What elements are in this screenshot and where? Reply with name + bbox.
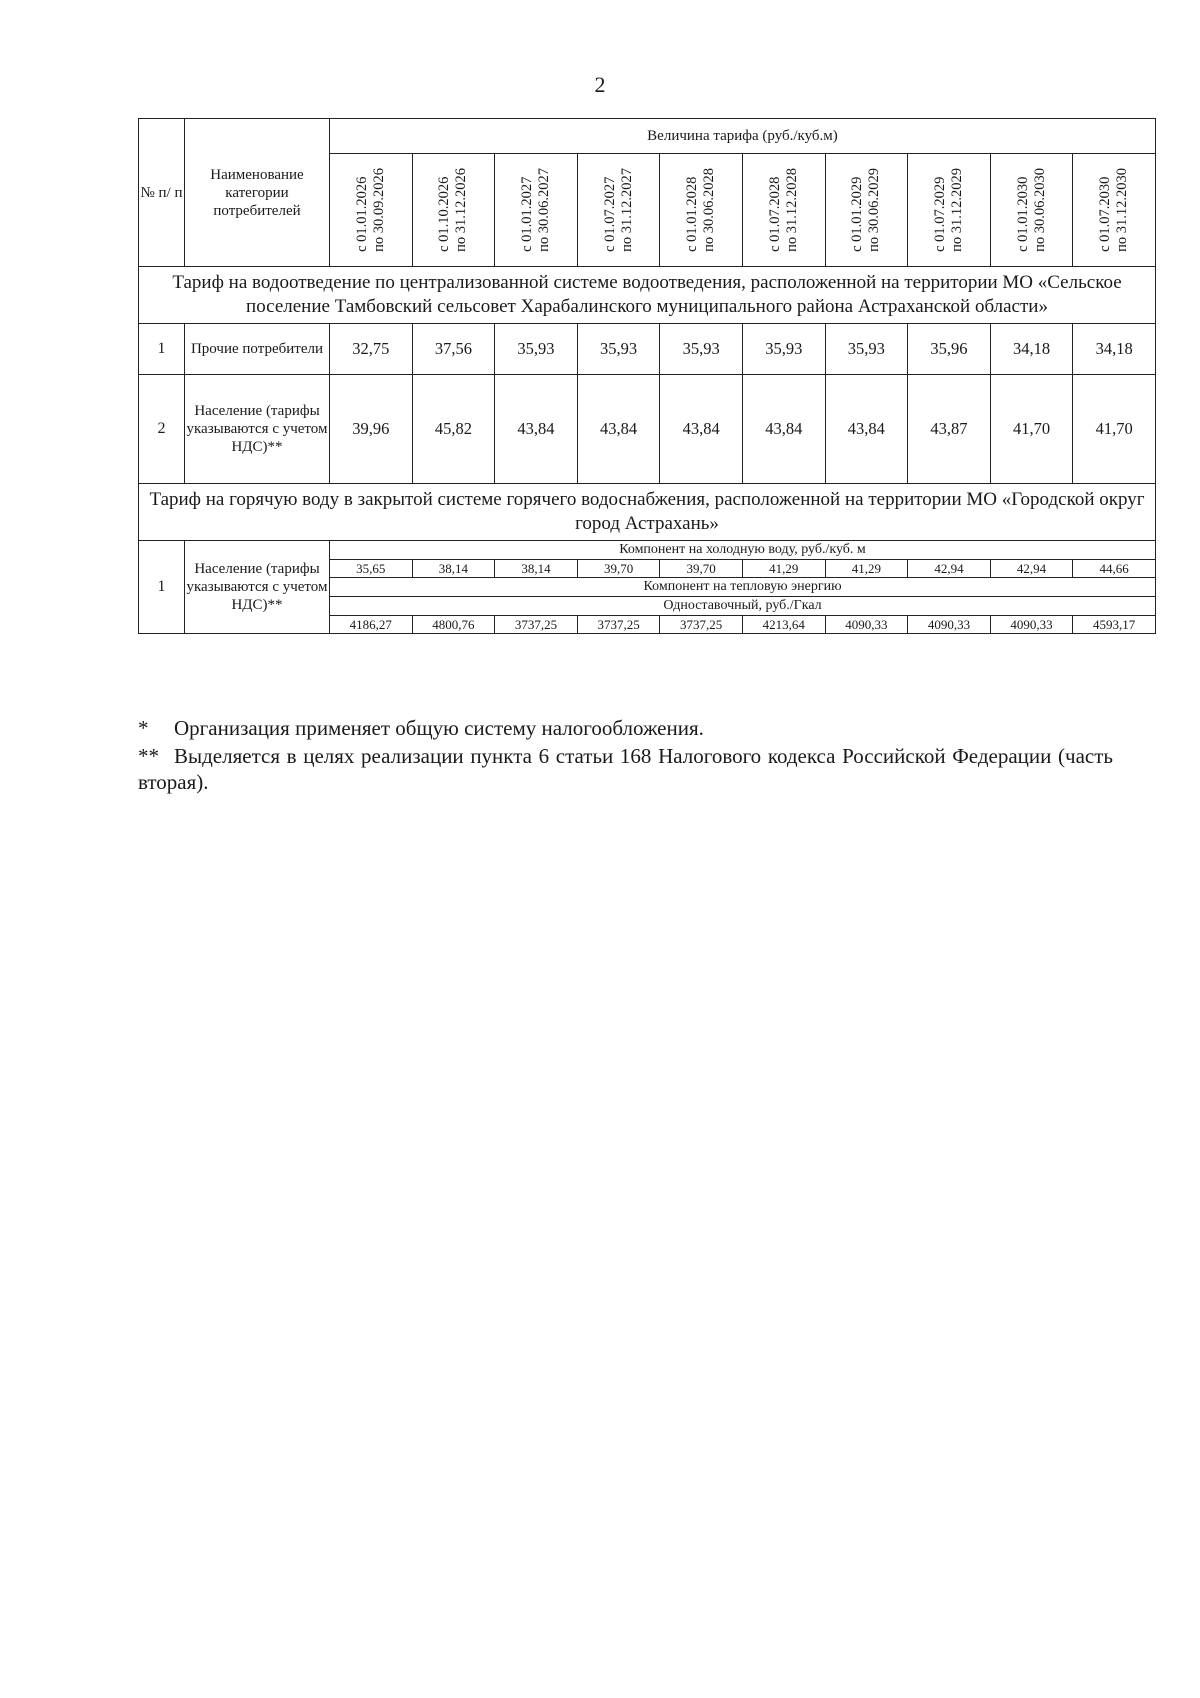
tariff-value: 43,84 (495, 375, 578, 484)
heat-value: 4213,64 (742, 616, 825, 634)
cold-value: 35,65 (330, 560, 413, 578)
header-tariff-group: Величина тарифа (руб./куб.м) (330, 119, 1156, 154)
period-to: по 30.06.2028 (701, 168, 718, 252)
period-to: по 31.12.2027 (618, 168, 635, 252)
heat-component-label: Компонент на тепловую энергию (330, 578, 1156, 597)
section-1-title-row (139, 267, 1156, 324)
row-category: Население (тарифы указываются с учетом НДС)** (185, 375, 330, 484)
period-to: по 30.09.2026 (370, 168, 387, 252)
row-category: Прочие потребители (185, 324, 330, 375)
period-label-wrap (743, 154, 825, 266)
tariff-value: 34,18 (990, 324, 1073, 375)
tariff-value: 43,84 (660, 375, 743, 484)
period-label (849, 168, 883, 252)
period-to: по 31.12.2026 (453, 168, 470, 252)
footnote-1-mark: * (138, 716, 149, 740)
period-to: по 31.12.2029 (948, 168, 965, 252)
footnote-2-mark: ** (138, 744, 159, 768)
period-label-wrap (1073, 154, 1155, 266)
period-from: с 01.10.2026 (436, 176, 453, 252)
header-row-1 (139, 119, 1156, 154)
tariff-value: 35,93 (742, 324, 825, 375)
cold-value: 42,94 (908, 560, 991, 578)
footnote-1 (138, 715, 1113, 741)
period-label (767, 168, 801, 252)
section-2-title-row (139, 484, 1156, 541)
cold-label-row (139, 541, 1156, 560)
row-num: 1 (139, 324, 185, 375)
row-category: Население (тарифы указываются с учетом НДС)** (185, 541, 330, 634)
page-number: 2 (594, 72, 606, 97)
period-to: по 30.06.2029 (866, 168, 883, 252)
tariff-value: 43,84 (742, 375, 825, 484)
heat-value: 3737,25 (577, 616, 660, 634)
heat-value: 3737,25 (495, 616, 578, 634)
tariff-value: 35,93 (825, 324, 908, 375)
footnote-2 (138, 743, 1113, 795)
cold-value: 39,70 (577, 560, 660, 578)
tariff-value: 35,93 (660, 324, 743, 375)
period-label (354, 168, 388, 252)
period-from: с 01.07.2028 (766, 176, 783, 252)
tariff-value: 35,93 (495, 324, 578, 375)
tariff-value: 45,82 (412, 375, 495, 484)
period-label (602, 168, 636, 252)
period-label-wrap (826, 154, 908, 266)
period-label-wrap (413, 154, 495, 266)
header-period-8 (908, 154, 991, 267)
heat-value: 4593,17 (1073, 616, 1156, 634)
cold-component-label: Компонент на холодную воду, руб./куб. м (330, 541, 1156, 560)
header-period-1 (330, 154, 413, 267)
heat-value: 4186,27 (330, 616, 413, 634)
period-from: с 01.01.2029 (849, 176, 866, 252)
header-period-10 (1073, 154, 1156, 267)
period-from: с 01.01.2027 (518, 176, 535, 252)
period-to: по 31.12.2030 (1114, 168, 1131, 252)
heat-value: 3737,25 (660, 616, 743, 634)
tariff-value: 32,75 (330, 324, 413, 375)
tariff-value: 41,70 (1073, 375, 1156, 484)
table-row (139, 375, 1156, 484)
period-label (1097, 168, 1131, 252)
row-num: 2 (139, 375, 185, 484)
period-from: с 01.07.2029 (931, 176, 948, 252)
heat-sub-label: Одноставочный, руб./Гкал (330, 597, 1156, 616)
cold-value: 38,14 (412, 560, 495, 578)
tariff-value: 43,84 (825, 375, 908, 484)
heat-value: 4090,33 (825, 616, 908, 634)
section-1-title: Тариф на водоотведение по централизованной системе водоотведения, расположенной на территории МО «Сельское поселение Тамбовский сельсовет Харабалинского муниципального района Астраханской области» (139, 267, 1156, 324)
period-label (436, 168, 470, 252)
period-from: с 01.01.2030 (1014, 176, 1031, 252)
cold-value: 44,66 (1073, 560, 1156, 578)
header-period-4 (577, 154, 660, 267)
period-label-wrap (578, 154, 660, 266)
cold-value: 39,70 (660, 560, 743, 578)
row-num: 1 (139, 541, 185, 634)
period-to: по 30.06.2030 (1031, 168, 1048, 252)
period-from: с 01.01.2028 (684, 176, 701, 252)
tariff-value: 43,84 (577, 375, 660, 484)
header-period-5 (660, 154, 743, 267)
heat-value: 4800,76 (412, 616, 495, 634)
header-category: Наименование категории потребителей (185, 119, 330, 267)
header-period-3 (495, 154, 578, 267)
tariff-value: 43,87 (908, 375, 991, 484)
cold-value: 42,94 (990, 560, 1073, 578)
tariff-value: 39,96 (330, 375, 413, 484)
header-period-9 (990, 154, 1073, 267)
table-row (139, 324, 1156, 375)
tariff-value: 37,56 (412, 324, 495, 375)
cold-value: 41,29 (825, 560, 908, 578)
period-label-wrap (495, 154, 577, 266)
header-period-6 (742, 154, 825, 267)
period-from: с 01.01.2026 (353, 176, 370, 252)
period-label (684, 168, 718, 252)
tariff-table-body (139, 119, 1156, 634)
period-label (932, 168, 966, 252)
period-to: по 31.12.2028 (783, 168, 800, 252)
footnotes (138, 715, 1113, 795)
period-label (519, 168, 553, 252)
section-2-title: Тариф на горячую воду в закрытой системе горячего водоснабжения, расположенной на территории МО «Городской округ город Астрахань» (139, 484, 1156, 541)
header-period-2 (412, 154, 495, 267)
tariff-value: 35,96 (908, 324, 991, 375)
header-period-7 (825, 154, 908, 267)
footnote-2-text: Выделяется в целях реализации пункта 6 статьи 168 Налогового кодекса Российской Федерации (часть вторая). (138, 744, 1113, 794)
period-from: с 01.07.2030 (1097, 176, 1114, 252)
tariff-value: 35,93 (577, 324, 660, 375)
period-label-wrap (908, 154, 990, 266)
period-to: по 30.06.2027 (535, 168, 552, 252)
period-label-wrap (330, 154, 412, 266)
footnote-1-text: Организация применяет общую систему налогообложения. (174, 716, 704, 740)
period-label-wrap (991, 154, 1073, 266)
period-from: с 01.07.2027 (601, 176, 618, 252)
header-num: № п/ п (139, 119, 185, 267)
cold-value: 41,29 (742, 560, 825, 578)
heat-value: 4090,33 (908, 616, 991, 634)
tariff-value: 41,70 (990, 375, 1073, 484)
heat-value: 4090,33 (990, 616, 1073, 634)
tariff-value: 34,18 (1073, 324, 1156, 375)
tariff-table (138, 118, 1156, 634)
cold-value: 38,14 (495, 560, 578, 578)
period-label-wrap (660, 154, 742, 266)
period-label (1015, 168, 1049, 252)
